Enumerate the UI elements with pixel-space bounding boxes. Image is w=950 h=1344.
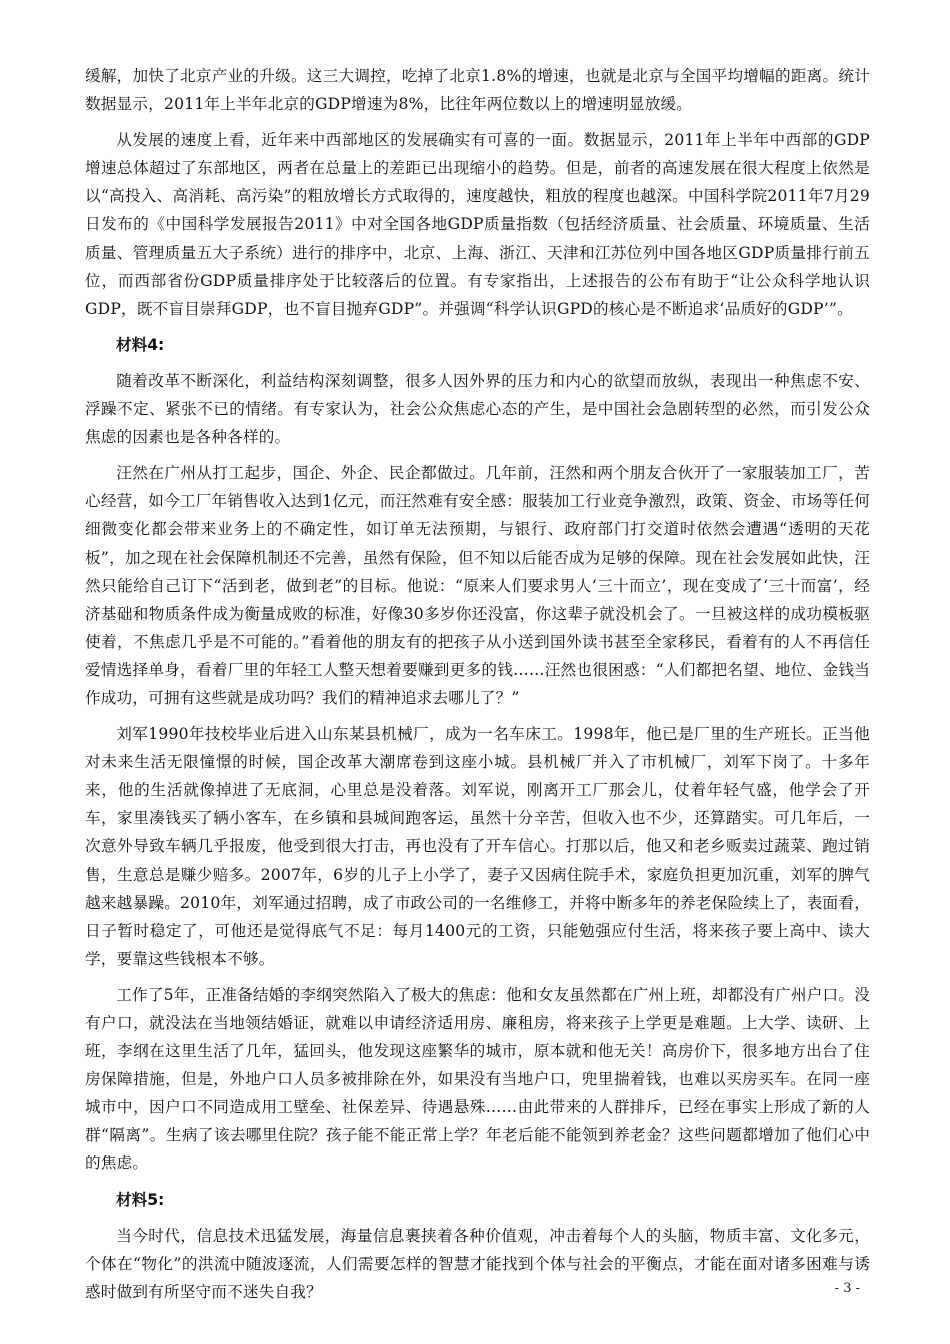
document-page: [85, 62, 870, 1306]
page-number: - 3 -: [834, 1281, 860, 1296]
paragraph-information-age: 当今时代，信息技术迅猛发展，海量信息裹挟着各种价值观，冲击着每个人的头脑，物质丰富、文化多元，个体在“物化”的洪流中随波逐流，人们需要怎样的智慧才能找到个体与社会的平衡点，才能在面对诸多困难与诱惑时做到有所坚守而不迷失自我？: [85, 1226, 870, 1301]
paragraph-reform-anxiety: 随着改革不断深化，利益结构深刻调整，很多人因外界的压力和内心的欲望而放纵，表现出一种焦虑不安、浮躁不定、紧张不已的情绪。有专家认为，社会公众焦虑心态的产生，是中国社会急剧转型的必然，而引发公众焦虑的因素也是各种各样的。: [85, 371, 870, 447]
paragraph-development-speed: 从发展的速度上看，近年来中西部地区的发展确实有可喜的一面。数据显示，2011年上半年中西部的GDP增速总体超过了东部地区，两者在总量上的差距已出现缩小的趋势。但是，前者的高速发展在很大程度上依然是以“高投入、高消耗、高污染”的粗放增长方式取得的，速度越快，粗放的程度也越深。中国科学院2011年7月29日发布的《中国科学发展报告2011》中对全国各地GDP质量指数（包括经济质量、社会质量、环境质量、生活质量、管理质量五大子系统）进行的排序中，北京、上海、浙江、天津和江苏位列中国各地区GDP质量排行前五位，而西部省份GDP质量排序处于比较落后的位置。有专家指出，上述报告的公布有助于“让公众科学地认识GDP，既不盲目崇拜GDP，也不盲目抛弃GDP”。并强调“科学认识GPD的核心是不断追求‘品质好的GDP’”。: [85, 131, 870, 318]
paragraph-wangran-story: 汪然在广州从打工起步，国企、外企、民企都做过。几年前，汪然和两个朋友合伙开了一家服装加工厂，苦心经营，如今工厂年销售收入达到1亿元，而汪然难有安全感：服装加工行业竞争激烈，政策、资金、市场等任何细微变化都会带来业务上的不确定性，如订单无法预期，与银行、政府部门打交道时依然会遭遇“透明的天花板”，加之现在社会保障机制还不完善，虽然有保险，但不知以后能否成为足够的保障。现在社会发展如此快，汪然只能给自己订下“活到老，做到老”的目标。他说：“原来人们要求男人‘三十而立’，现在变成了‘三十而富’，经济基础和物质条件成为衡量成败的标准，好像30多岁你还没富，你这辈子就没机会了。一旦被这样的成功模板驱使着，不焦虑几乎是不可能的。”看着他的朋友有的把孩子从小送到国外读书甚至全家移民，看着有的人不再信任爱情选择单身，看着厂里的年轻工人整天想着要赚到更多的钱……汪然也很困惑：“人们都把名望、地位、金钱当作成功，可拥有这些就是成功吗？我们的精神追求去哪儿了？”: [85, 464, 870, 707]
section-heading-material-5: 材料5:: [116, 1190, 165, 1209]
paragraph-ligang-story: 工作了5年，正准备结婚的李纲突然陷入了极大的焦虑：他和女友虽然都在广州上班，却都没有广州户口。没有户口，就没法在当地领结婚证，就难以申请经济适用房、廉租房，将来孩子上学更是难题。上大学、读研、上班，李纲在这里生活了几年，猛回头，他发现这座繁华的城市，原本就和他无关！高房价下，很多地方出台了住房保障措施，但是，外地户口人员多被排除在外，如果没有当地户口，兜里揣着钱，也难以买房买车。在同一座城市中，因户口不同造成用工壁垒、社保差异、待遇悬殊……由此带来的人群排斥，已经在事实上形成了新的人群“隔离”。生病了该去哪里住院？孩子能不能正常上学？年老后能不能领到养老金？这些问题都增加了他们心中的焦虑。: [85, 985, 870, 1173]
paragraph-liujun-story: 刘军1990年技校毕业后进入山东某县机械厂，成为一名车床工。1998年，他已是厂里的生产班长。正当他对未来生活无限憧憬的时候，国企改革大潮席卷到这座小城。县机械厂并入了市机械厂，刘军下岗了。十多年来，他的生活就像掉进了无底洞，心里总是没着落。刘军说，刚离开工厂那会儿，仗着年轻气盛，他学会了开车，家里凑钱买了辆小客车，在乡镇和县城间跑客运，虽然十分辛苦，但收入也不少，还算踏实。可几年后，一次意外导致车辆几乎报废，他受到很大打击，再也没有了开车信心。打那以后，他又和老乡贩卖过蔬菜、跑过销售，生意总是赚少赔多。2007年，6岁的儿子上小学了，妻子又因病住院手术，家庭负担更加沉重，刘军的脾气越来越暴躁。2010年，刘军通过招聘，成了市政公司的一名维修工，并将中断多年的养老保险续上了，表面看，日子暂时稳定了，可他还是觉得底气不足：每月1400元的工资，只能勉强应付生活，将来孩子要上高中、读大学，要靠这些钱根本不够。: [85, 725, 870, 968]
paragraph-continued: 缓解，加快了北京产业的升级。这三大调控，吃掉了北京1.8%的增速，也就是北京与全国平均增幅的距离。统计数据显示，2011年上半年北京的GDP增速为8%，比往年两位数以上的增速明显放缓。: [85, 67, 870, 114]
section-heading-material-4: 材料4:: [116, 335, 165, 354]
